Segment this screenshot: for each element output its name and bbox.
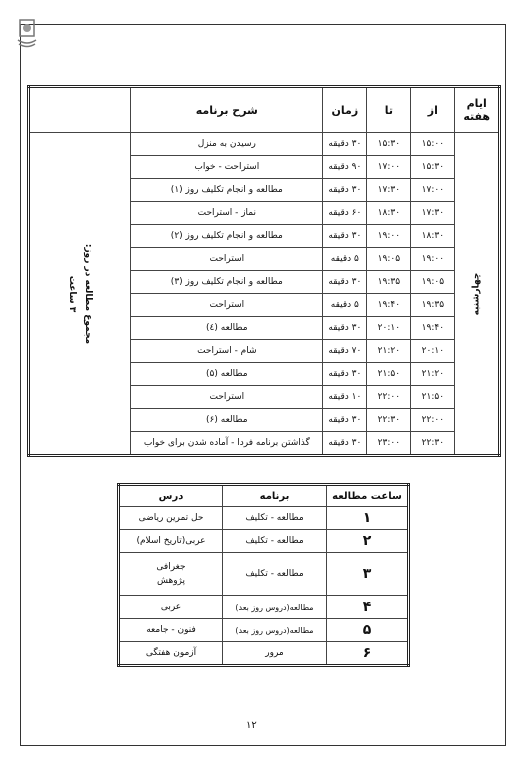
hour-lesson-line-2: پژوهش — [156, 576, 186, 586]
duration: ۳۰ دقیقه — [323, 432, 367, 456]
hour-lesson: آزمون هفتگی — [119, 642, 223, 666]
duration: ۳۰ دقیقه — [323, 179, 367, 202]
duration: ۹۰ دقیقه — [323, 156, 367, 179]
hour-program: مطالعه(دروس روز بعد) — [223, 619, 327, 642]
to-time: ۱۹:۳۵ — [367, 271, 411, 294]
to-time: ۱۹:۴۰ — [367, 294, 411, 317]
activity: رسیدن به منزل — [131, 133, 323, 156]
to-time: ۲۰:۱۰ — [367, 317, 411, 340]
from-time: ۱۷:۰۰ — [411, 179, 455, 202]
hours-header-row — [119, 485, 409, 507]
from-time: ۱۵:۰۰ — [411, 133, 455, 156]
activity: استراحت — [131, 294, 323, 317]
from-time: ۲۱:۵۰ — [411, 386, 455, 409]
to-time: ۱۷:۳۰ — [367, 179, 411, 202]
hour-lesson: حل تمرین ریاضی — [119, 507, 223, 530]
header-blank — [29, 87, 131, 133]
duration: ۳۰ دقیقه — [323, 271, 367, 294]
from-time: ۱۵:۳۰ — [411, 156, 455, 179]
hour-program: مطالعه(دروس روز بعد) — [223, 596, 327, 619]
schedule-header-row — [29, 87, 500, 133]
hour-lesson: فنون - جامعه — [119, 619, 223, 642]
total-study-label — [64, 243, 96, 343]
to-time: ۱۹:۰۰ — [367, 225, 411, 248]
hour-number: ۳ — [327, 553, 409, 596]
from-time: ۲۲:۳۰ — [411, 432, 455, 456]
activity: مطالعه و انجام تکلیف روز (۲) — [131, 225, 323, 248]
from-time: ۱۹:۴۰ — [411, 317, 455, 340]
hour-number: ۱ — [327, 507, 409, 530]
hours-row — [119, 553, 409, 596]
hour-number: ۲ — [327, 530, 409, 553]
hour-number: ۵ — [327, 619, 409, 642]
from-time: ۱۷:۳۰ — [411, 202, 455, 225]
from-time: ۲۲:۰۰ — [411, 409, 455, 432]
hour-number: ۴ — [327, 596, 409, 619]
duration: ۶۰ دقیقه — [323, 202, 367, 225]
activity: مطالعه و انجام تکلیف روز (۱) — [131, 179, 323, 202]
activity: استراحت — [131, 386, 323, 409]
to-time: ۱۵:۳۰ — [367, 133, 411, 156]
hour-program: مطالعه - تکلیف — [223, 553, 327, 596]
to-time: ۲۲:۰۰ — [367, 386, 411, 409]
to-time: ۲۳:۰۰ — [367, 432, 411, 456]
activity: استراحت — [131, 248, 323, 271]
activity: مطالعه (٤) — [131, 317, 323, 340]
total-line-2: ۳ ساعت — [67, 275, 78, 312]
duration: ۵ دقیقه — [323, 248, 367, 271]
hour-lesson-line-1: جغرافی — [156, 562, 186, 572]
hours-row — [119, 530, 409, 553]
daily-schedule-table — [27, 85, 501, 457]
duration: ۵ دقیقه — [323, 294, 367, 317]
duration: ۳۰ دقیقه — [323, 317, 367, 340]
from-time: ۱۹:۰۰ — [411, 248, 455, 271]
hour-lesson — [119, 553, 223, 596]
hours-row — [119, 642, 409, 666]
activity: شام - استراحت — [131, 340, 323, 363]
activity: مطالعه (۵) — [131, 363, 323, 386]
hours-header-num: ساعت مطالعه — [327, 485, 409, 507]
hour-lesson: عربی(تاریخ اسلام) — [119, 530, 223, 553]
logo-icon — [16, 18, 38, 48]
day-cell — [455, 133, 500, 456]
duration: ۷۰ دقیقه — [323, 340, 367, 363]
activity: مطالعه و انجام تکلیف روز (۳) — [131, 271, 323, 294]
duration: ۳۰ دقیقه — [323, 225, 367, 248]
header-from: از — [411, 87, 455, 133]
header-desc: شرح برنامه — [131, 87, 323, 133]
from-time: ۲۱:۲۰ — [411, 363, 455, 386]
hour-lesson: عربی — [119, 596, 223, 619]
to-time: ۲۲:۳۰ — [367, 409, 411, 432]
activity: مطالعه (۶) — [131, 409, 323, 432]
activity: استراحت - خواب — [131, 156, 323, 179]
from-time: ۱۹:۳۵ — [411, 294, 455, 317]
header-day: ایام هفته — [455, 87, 500, 133]
header-time: زمان — [323, 87, 367, 133]
to-time: ۱۷:۰۰ — [367, 156, 411, 179]
hours-row — [119, 507, 409, 530]
hour-program: مطالعه - تکلیف — [223, 530, 327, 553]
hour-program: مطالعه - تکلیف — [223, 507, 327, 530]
hour-program: مرور — [223, 642, 327, 666]
hour-number: ۶ — [327, 642, 409, 666]
duration: ۳۰ دقیقه — [323, 133, 367, 156]
activity: نماز - استراحت — [131, 202, 323, 225]
duration: ۱۰ دقیقه — [323, 386, 367, 409]
hours-header-lesson: درس — [119, 485, 223, 507]
hours-row — [119, 619, 409, 642]
to-time: ۲۱:۵۰ — [367, 363, 411, 386]
to-time: ۲۱:۲۰ — [367, 340, 411, 363]
from-time: ۱۹:۰۵ — [411, 271, 455, 294]
study-hours-table — [117, 483, 410, 667]
to-time: ۱۸:۳۰ — [367, 202, 411, 225]
from-time: ۱۸:۳۰ — [411, 225, 455, 248]
total-study-cell — [29, 133, 131, 456]
header-to: تا — [367, 87, 411, 133]
total-line-1: مجموع مطالعه در روز: — [83, 243, 94, 344]
duration: ۳۰ دقیقه — [323, 363, 367, 386]
hours-header-program: برنامه — [223, 485, 327, 507]
activity: گذاشتن برنامه فردا - آماده شدن برای خواب — [131, 432, 323, 456]
to-time: ۱۹:۰۵ — [367, 248, 411, 271]
duration: ۳۰ دقیقه — [323, 409, 367, 432]
page-number: ۱۲ — [246, 720, 257, 731]
from-time: ۲۰:۱۰ — [411, 340, 455, 363]
hours-row — [119, 596, 409, 619]
day-label: چهارشنبه — [471, 272, 482, 315]
schedule-row — [29, 133, 500, 156]
